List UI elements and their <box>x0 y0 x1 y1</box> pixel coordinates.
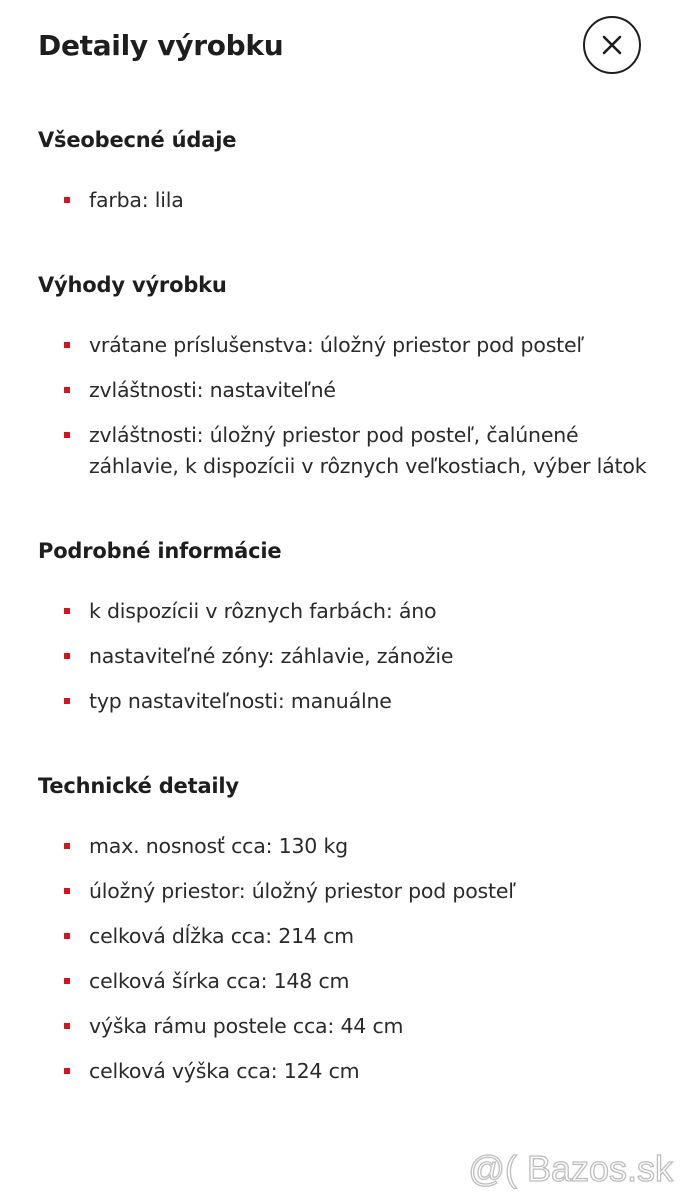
list-item-text: výška rámu postele cca: 44 cm <box>89 1014 404 1038</box>
bullet-icon <box>64 342 70 348</box>
list-item <box>38 921 658 952</box>
detail-list <box>38 596 658 717</box>
detail-list <box>38 185 658 216</box>
section-heading: Výhody výrobku <box>38 273 227 297</box>
bullet-icon <box>64 1068 70 1074</box>
details-section <box>38 771 658 1087</box>
list-item <box>38 876 658 907</box>
bullet-icon <box>64 1023 70 1029</box>
page-title: Detaily výrobku <box>38 29 284 62</box>
list-item <box>38 641 658 672</box>
bullet-icon <box>64 608 70 614</box>
bullet-icon <box>64 978 70 984</box>
list-item <box>38 185 658 216</box>
section-heading: Podrobné informácie <box>38 539 282 563</box>
list-item <box>38 420 658 482</box>
list-item <box>38 1056 658 1087</box>
list-item <box>38 966 658 997</box>
list-item-text: nastaviteľné zóny: záhlavie, zánožie <box>89 644 454 668</box>
section-heading: Všeobecné údaje <box>38 128 237 152</box>
product-details <box>38 125 658 1141</box>
details-section <box>38 270 658 482</box>
close-button[interactable] <box>583 16 641 74</box>
list-item-text: celková šírka cca: 148 cm <box>89 969 350 993</box>
bullet-icon <box>64 197 70 203</box>
list-item-text: celková výška cca: 124 cm <box>89 1059 360 1083</box>
list-item <box>38 686 658 717</box>
bullet-icon <box>64 653 70 659</box>
list-item <box>38 1011 658 1042</box>
list-item-text: farba: lila <box>89 188 184 212</box>
list-item <box>38 375 658 406</box>
list-item-text: celková dĺžka cca: 214 cm <box>89 924 354 948</box>
bullet-icon <box>64 432 70 438</box>
bullet-icon <box>64 933 70 939</box>
details-section <box>38 536 658 717</box>
details-section <box>38 125 658 216</box>
list-item <box>38 831 658 862</box>
list-item-text: zvláštnosti: nastaviteľné <box>89 378 336 402</box>
bullet-icon <box>64 387 70 393</box>
bullet-icon <box>64 698 70 704</box>
detail-list <box>38 831 658 1087</box>
bullet-icon <box>64 888 70 894</box>
list-item <box>38 330 658 361</box>
list-item-text: zvláštnosti: úložný priestor pod posteľ, čalúnené záhlavie, k dispozícii v rôznych veľkostiach, výber látok <box>89 423 647 478</box>
list-item <box>38 596 658 627</box>
list-item-text: typ nastaviteľnosti: manuálne <box>89 689 392 713</box>
list-item-text: k dispozícii v rôznych farbách: áno <box>89 599 437 623</box>
detail-list <box>38 330 658 482</box>
section-heading: Technické detaily <box>38 774 239 798</box>
list-item-text: úložný priestor: úložný priestor pod posteľ <box>89 879 516 903</box>
list-item-text: vrátane príslušenstva: úložný priestor pod posteľ <box>89 333 584 357</box>
close-icon <box>601 34 623 56</box>
list-item-text: max. nosnosť cca: 130 kg <box>89 834 348 858</box>
bullet-icon <box>64 843 70 849</box>
watermark: @( Bazos.sk <box>468 1148 673 1189</box>
